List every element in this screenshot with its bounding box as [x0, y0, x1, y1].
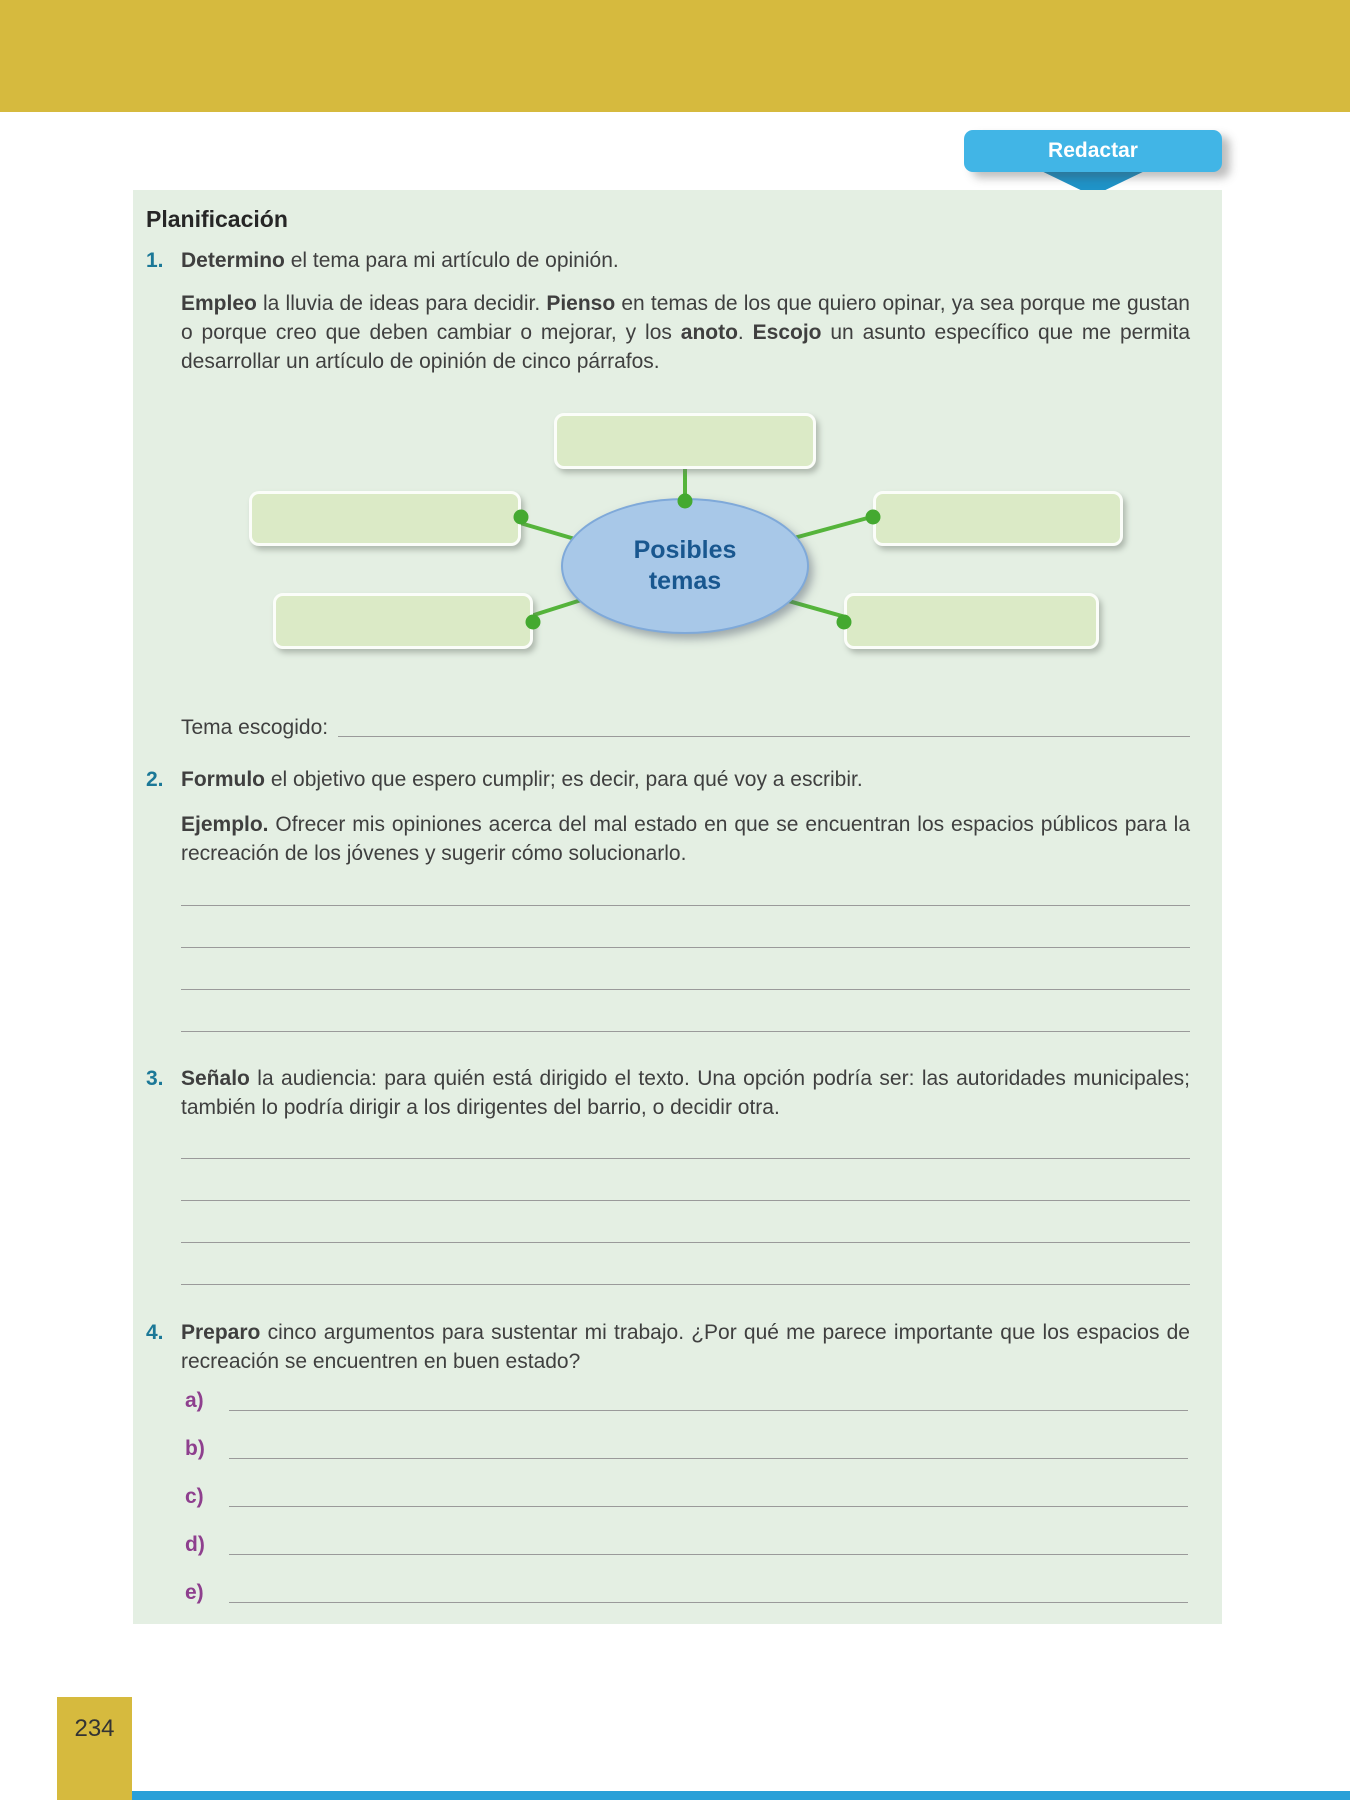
answer-lines-group	[181, 869, 1190, 1032]
item-heading: Preparo cinco argumentos para sustentar mi trabajo. ¿Por qué me parece importante que los espacios de recreación se encuentren en buen estado?	[181, 1320, 1190, 1373]
page-number: 234	[74, 1715, 115, 1742]
mindmap-center-label-line1: Posibles	[633, 536, 737, 565]
list-item-4	[146, 1319, 1190, 1377]
answer-lines-group	[181, 1123, 1190, 1285]
item-paragraph: Ejemplo. Ofrecer mis opiniones acerca del mal estado en que se encuentran los espacios públicos para la recreación de los jóvenes y sugerir cómo solucionarlo.	[181, 812, 1190, 865]
mindmap-topic-box-top[interactable]	[554, 413, 816, 469]
answer-line[interactable]	[229, 1554, 1188, 1555]
answer-line[interactable]	[229, 1410, 1188, 1411]
letter-label: a)	[185, 1388, 204, 1412]
lettered-answer-row	[185, 1377, 1188, 1413]
connector-dot	[678, 493, 693, 508]
tema-escogido-label: Tema escogido:	[181, 715, 329, 739]
answer-line[interactable]	[181, 990, 1190, 1032]
answer-line[interactable]	[229, 1506, 1188, 1507]
answer-line[interactable]	[181, 906, 1190, 948]
answer-line[interactable]	[181, 1123, 1190, 1159]
mindmap-center-label-line2: temas	[648, 566, 722, 595]
answer-line[interactable]	[229, 1602, 1188, 1603]
tema-escogido-answer-line[interactable]	[338, 736, 1190, 737]
letter-label: c)	[185, 1484, 204, 1508]
tab-face[interactable]	[964, 130, 1222, 172]
lettered-answer-row	[185, 1509, 1188, 1557]
item-number: 2.	[146, 767, 164, 791]
mindmap-topic-box-left-2[interactable]	[273, 593, 533, 649]
lettered-answer-row	[185, 1413, 1188, 1461]
item-heading: Señalo la audiencia: para quién está dirigido el texto. Una opción podría ser: las autoridades municipales; también lo podría dirigir a los dirigentes del barrio, o decidir otra.	[181, 1066, 1190, 1119]
letter-label: d)	[185, 1532, 205, 1556]
item-heading: Formulo el objetivo que espero cumplir; es decir, para qué voy a escribir.	[181, 767, 863, 791]
lettered-answer-row	[185, 1461, 1188, 1509]
answer-line[interactable]	[181, 869, 1190, 906]
mindmap-center-ellipse	[561, 498, 809, 634]
answer-line[interactable]	[181, 1243, 1190, 1285]
list-item-2	[146, 766, 1190, 795]
mindmap	[146, 401, 1190, 666]
tab-label: Redactar	[1048, 139, 1138, 162]
top-color-band	[0, 0, 1350, 112]
connector-dot	[866, 509, 881, 524]
page-number-block	[57, 1697, 132, 1800]
content-panel	[133, 190, 1222, 1624]
item-number: 1.	[146, 249, 164, 272]
item-number: 4.	[146, 1320, 164, 1344]
list-item-3	[146, 1065, 1190, 1123]
list-item-1	[146, 247, 1190, 276]
mindmap-topic-box-left-1[interactable]	[249, 491, 521, 546]
mindmap-topic-box-right-1[interactable]	[873, 491, 1123, 546]
tema-escogido-row	[181, 712, 1190, 740]
section-title: Planificación	[146, 206, 288, 232]
footer-accent-strip	[132, 1791, 1350, 1800]
item-paragraph: Empleo la lluvia de ideas para decidir. Pienso en temas de los que quiero opinar, ya sea porque me gustan o porque creo que deben cambiar o mejorar, y los anoto. Escojo un asunto específico que me permita desarrollar un artículo de opinión de cinco párrafos.	[181, 291, 1190, 373]
item-number: 3.	[146, 1066, 164, 1090]
connector-dot	[837, 614, 852, 629]
answer-line[interactable]	[229, 1458, 1188, 1459]
mindmap-topic-box-right-2[interactable]	[844, 593, 1099, 649]
letter-label: b)	[185, 1436, 205, 1460]
connector-dot	[526, 614, 541, 629]
lettered-answer-row	[185, 1557, 1188, 1605]
connector-dot	[514, 509, 529, 524]
answer-line[interactable]	[181, 1201, 1190, 1243]
answer-line[interactable]	[181, 1159, 1190, 1201]
item-heading: Determino el tema para mi artículo de opinión.	[181, 249, 619, 272]
letter-label: e)	[185, 1580, 204, 1604]
answer-line[interactable]	[181, 948, 1190, 990]
